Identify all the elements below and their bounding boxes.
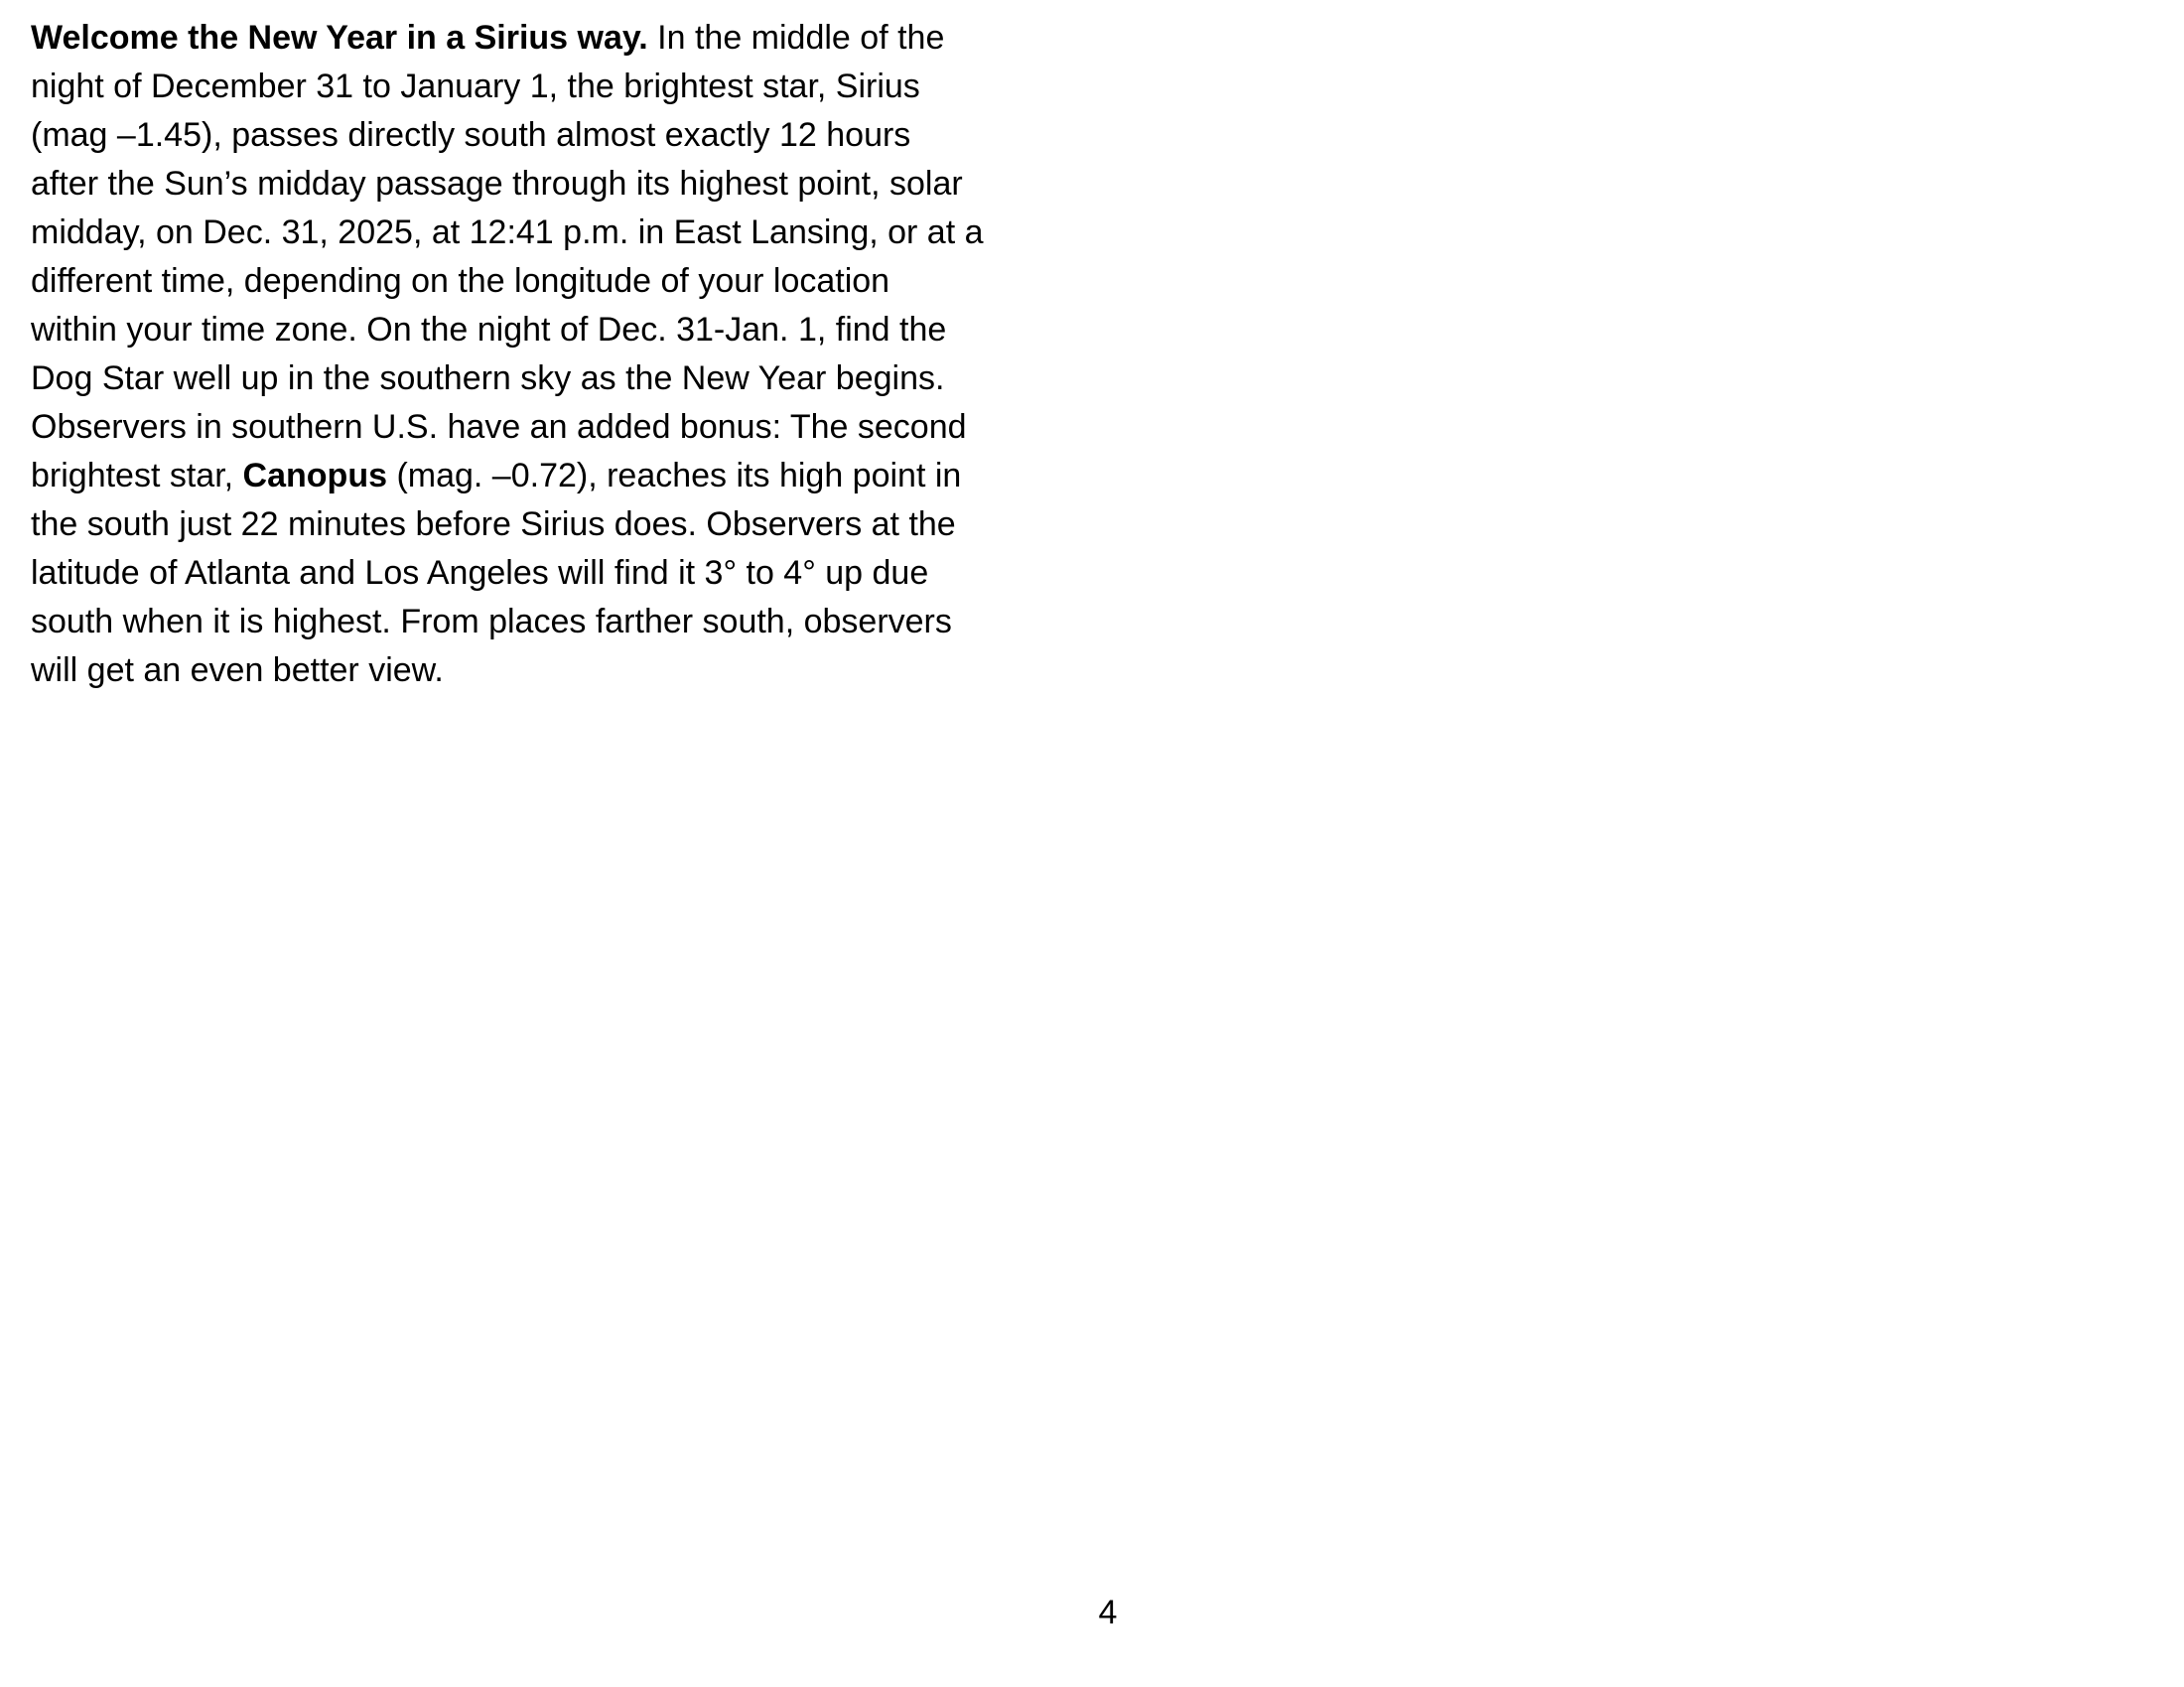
line-text: In the middle of the [647, 19, 945, 57]
paragraph-line-9: Observers in southern U.S. have an added bonus: The second [31, 408, 967, 446]
line-text-after: (mag. –0.72), reaches its high point in [387, 457, 962, 494]
paragraph-line-2: night of December 31 to January 1, the brightest star, Sirius [31, 68, 920, 105]
page-number: 4 [1098, 1594, 1118, 1631]
paragraph-line-10 [31, 452, 1063, 500]
paragraph-line-5: midday, on Dec. 31, 2025, at 12:41 p.m. in East Lansing, or at a [31, 213, 984, 251]
paragraph-line-7: within your time zone. On the night of Dec. 31-Jan. 1, find the [31, 311, 947, 349]
star-name-canopus: Canopus [242, 457, 387, 494]
paragraph-line-11: the south just 22 minutes before Sirius does. Observers at the [31, 505, 956, 543]
line-text-before: brightest star, [31, 457, 243, 494]
paragraph-line-4: after the Sun’s midday passage through its highest point, solar [31, 165, 963, 203]
paragraph-line-6: different time, depending on the longitude of your location [31, 262, 890, 300]
paragraph-line-1 [31, 14, 1063, 63]
headline-lead-in: Welcome the New Year in a Sirius way. [31, 19, 648, 57]
paragraph-line-8: Dog Star well up in the southern sky as the New Year begins. [31, 359, 945, 397]
paragraph-line-14: will get an even better view. [31, 651, 444, 689]
paragraph-line-12: latitude of Atlanta and Los Angeles will find it 3° to 4° up due [31, 554, 929, 592]
paragraph-line-13: south when it is highest. From places farther south, observers [31, 603, 952, 640]
paragraph-line-3: (mag –1.45), passes directly south almost exactly 12 hours [31, 116, 911, 154]
article-paragraph [31, 14, 1063, 695]
